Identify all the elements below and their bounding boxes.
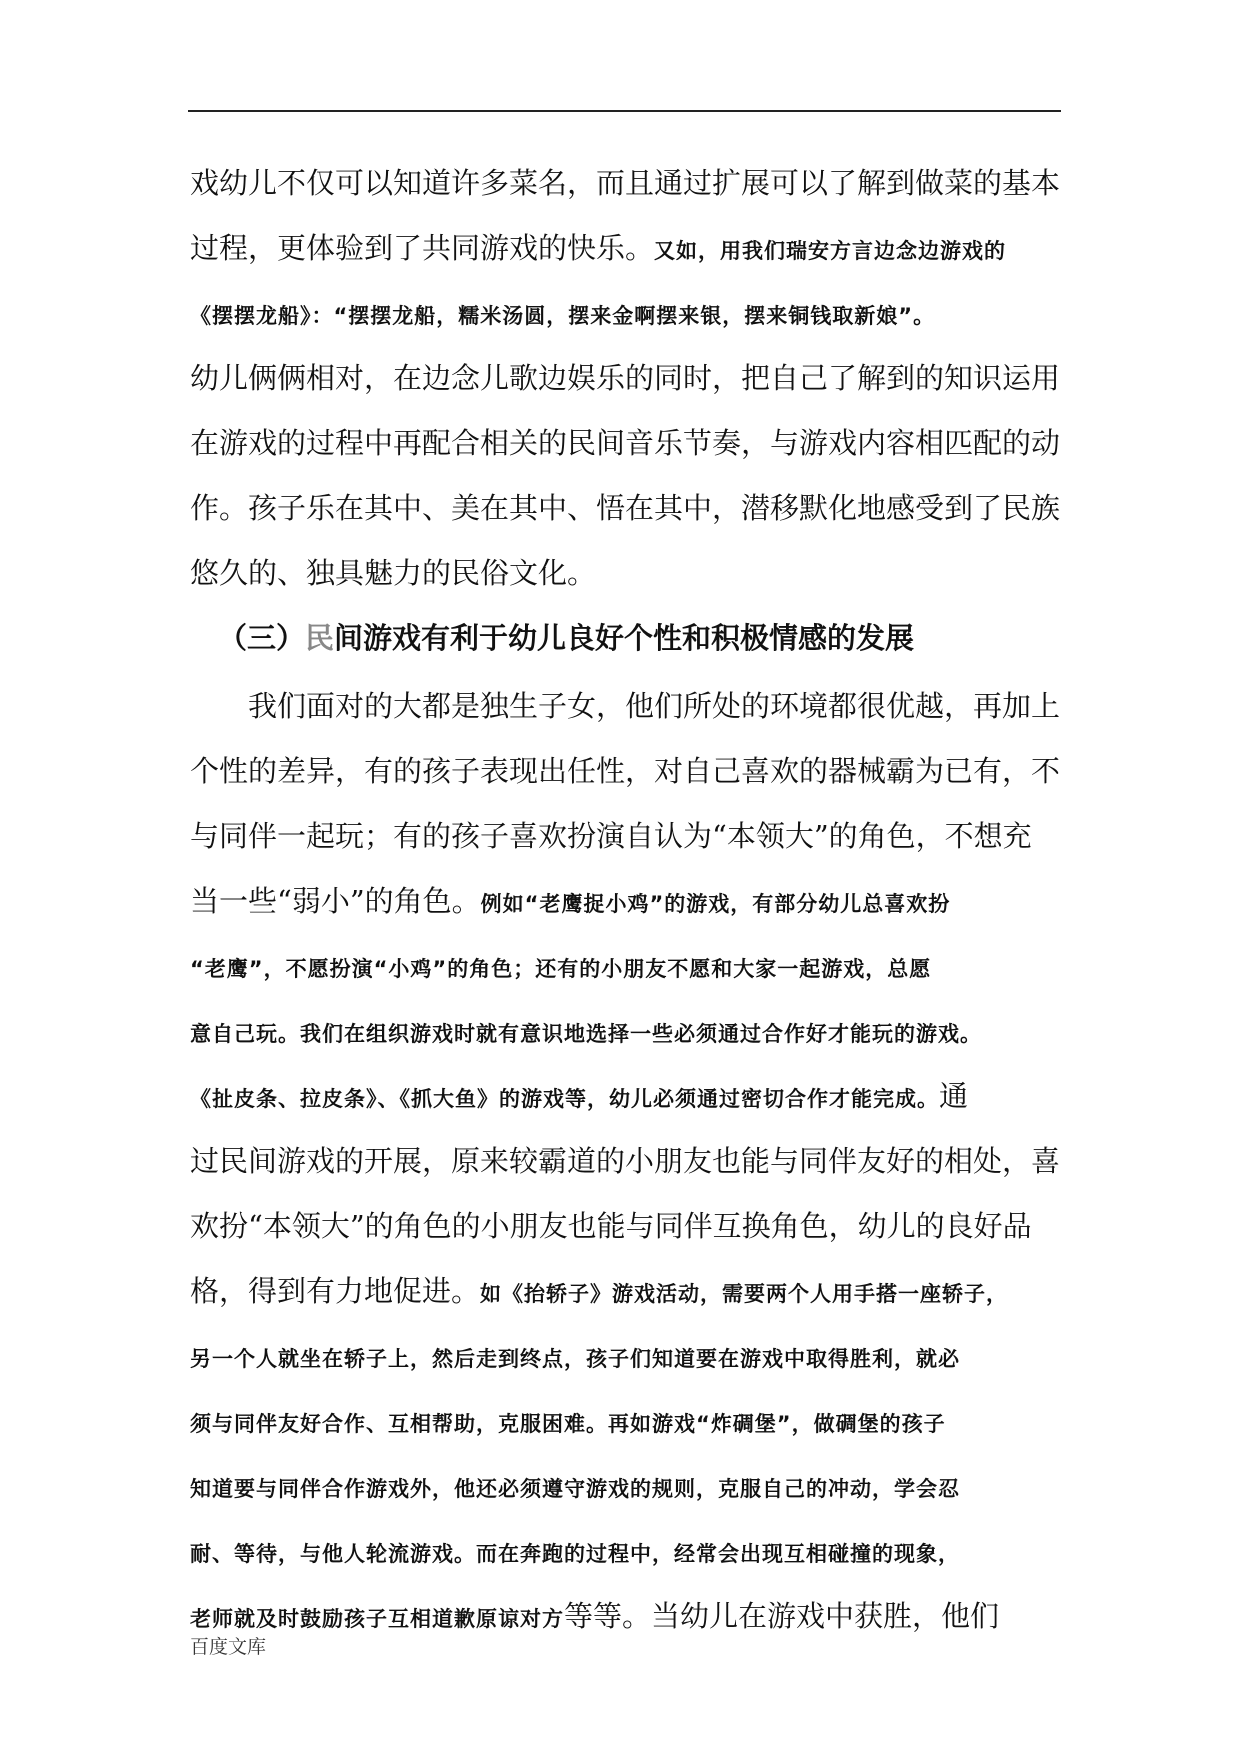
example-text-segment: 老师就及时鼓励孩子互相道歉原谅对方 — [190, 1607, 564, 1631]
text-segment: 幼儿俩俩相对，在边念儿歌边娱乐的同时，把自己了解到的知识运用 — [190, 361, 1061, 395]
text-segment: 我们面对的大都是独生子女，他们所处的环境都很优越，再加上 — [248, 689, 1061, 723]
text-segment: 作。孩子乐在其中、美在其中、悟在其中，潜移默化地感受到了民族 — [190, 491, 1061, 525]
text-segment: 在游戏的过程中再配合相关的民间音乐节奏，与游戏内容相匹配的动 — [190, 426, 1061, 460]
example-text-segment: 耐、等待，与他人轮流游戏。而在奔跑的过程中，经常会出现互相碰撞的现象， — [190, 1542, 960, 1566]
example-text-segment: 例如“老鹰捉小鸡”的游戏，有部分幼儿总喜欢扮 — [480, 892, 951, 916]
text-line — [190, 1067, 1070, 1132]
text-line — [190, 1392, 1070, 1457]
example-text-segment: 另一个人就坐在轿子上，然后走到终点，孩子们知道要在游戏中取得胜利，就必 — [190, 1347, 960, 1371]
text-line — [190, 807, 1070, 872]
text-line — [190, 677, 1070, 742]
text-segment: 个性的差异，有的孩子表现出任性，对自己喜欢的器械霸为已有，不 — [190, 754, 1061, 788]
header-rule — [188, 110, 1061, 112]
text-segment: 格，得到有力地促进。 — [190, 1274, 481, 1308]
text-segment: 通 — [939, 1079, 969, 1113]
text-line — [190, 872, 1070, 937]
text-line — [190, 219, 1070, 284]
heading-mark: 民 — [305, 621, 335, 655]
text-line — [190, 1457, 1070, 1522]
text-line — [190, 1132, 1070, 1197]
footer-text: 百度文库 — [190, 1636, 267, 1658]
text-segment: 戏幼儿不仅可以知道许多菜名，而且通过扩展可以了解到做菜的基本 — [190, 166, 1061, 200]
example-text-segment: 《扯皮条、拉皮条》、《抓大鱼》的游戏等，幼儿必须通过密切合作才能完成。 — [190, 1087, 939, 1111]
example-text-segment: 如《抬轿子》游戏活动，需要两个人用手搭一座轿子， — [480, 1282, 1009, 1306]
text-line — [190, 349, 1070, 414]
text-segment: 过民间游戏的开展，原来较霸道的小朋友也能与同伴友好的相处，喜 — [190, 1144, 1061, 1178]
paragraph-block-2 — [190, 677, 1070, 1652]
example-text-segment: “老鹰”，不愿扮演“小鸡”的角色；还有的小朋友不愿和大家一起游戏，总愿 — [190, 957, 932, 981]
paragraph-block-1 — [190, 154, 1070, 609]
heading-rest: 间游戏有利于幼儿良好个性和积极情感的发展 — [334, 621, 915, 655]
example-text-segment: 《摆摆龙船》：“摆摆龙船，糯米汤圆，摆来金啊摆来银，摆来铜钱取新娘”。 — [190, 304, 936, 328]
section-heading — [190, 609, 1070, 677]
example-text-segment: 又如，用我们瑞安方言边念边游戏的 — [654, 239, 1007, 263]
text-segment: 等等。当幼儿在游戏中获胜，他们 — [564, 1599, 1000, 1633]
text-line — [190, 1327, 1070, 1392]
text-line — [190, 414, 1070, 479]
text-line — [190, 544, 1070, 609]
text-line — [190, 154, 1070, 219]
text-segment: 悠久的、独具魅力的民俗文化。 — [190, 556, 597, 590]
document-body — [190, 154, 1070, 1652]
heading-prefix: （三） — [218, 621, 306, 655]
example-text-segment: 须与同伴友好合作、互相帮助，克服困难。再如游戏“炸碉堡”，做碉堡的孩子 — [190, 1412, 946, 1436]
example-text-segment: 意自己玩。我们在组织游戏时就有意识地选择一些必须通过合作好才能玩的游戏。 — [190, 1022, 982, 1046]
text-line — [190, 742, 1070, 807]
text-segment: 当一些“弱小”的角色。 — [190, 884, 481, 918]
text-line — [190, 937, 1070, 1002]
text-line — [190, 1262, 1070, 1327]
text-line — [190, 479, 1070, 544]
text-segment: 欢扮“本领大”的角色的小朋友也能与同伴互换角色，幼儿的良好品 — [190, 1209, 1032, 1243]
example-text-segment: 知道要与同伴合作游戏外，他还必须遵守游戏的规则，克服自己的冲动，学会忍 — [190, 1477, 960, 1501]
text-segment: 过程，更体验到了共同游戏的快乐。 — [190, 231, 655, 265]
text-line — [190, 284, 1070, 349]
text-line — [190, 1522, 1070, 1587]
text-line — [190, 1002, 1070, 1067]
text-line — [190, 1587, 1070, 1652]
text-segment: 与同伴一起玩；有的孩子喜欢扮演自认为“本领大”的角色，不想充 — [190, 819, 1032, 853]
text-line — [190, 1197, 1070, 1262]
